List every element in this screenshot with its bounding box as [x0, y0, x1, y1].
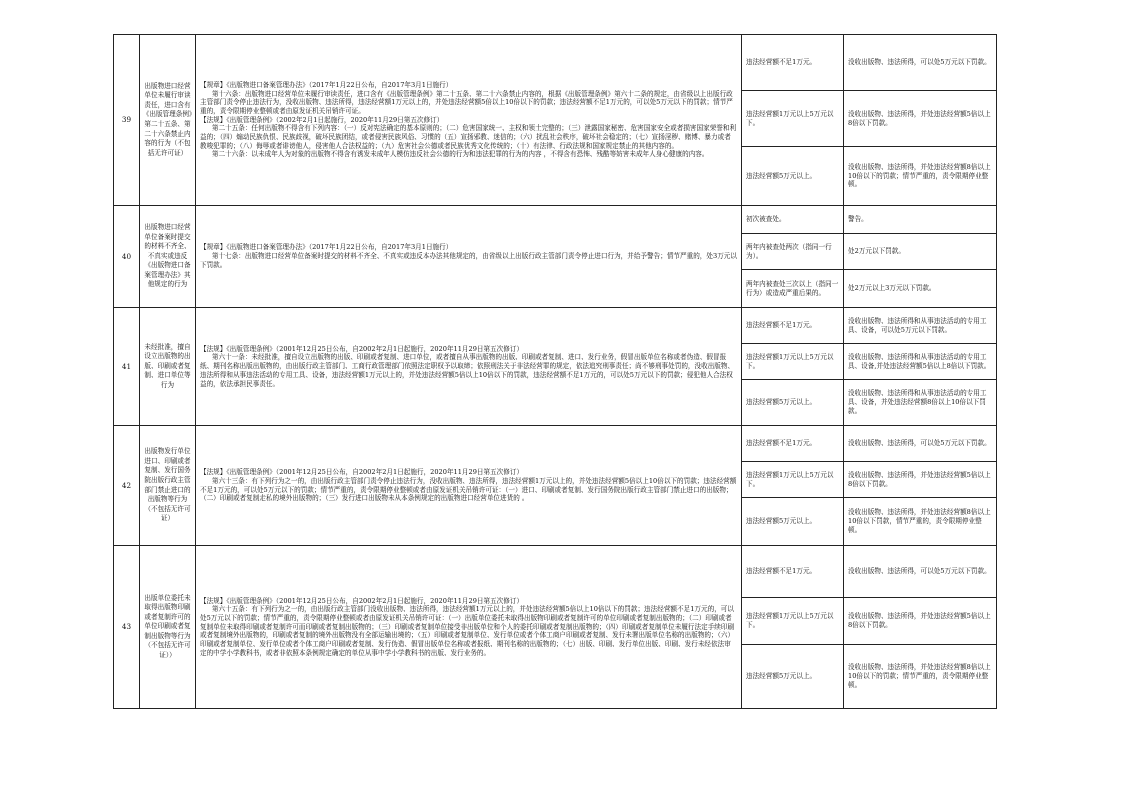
basis-clause: 第十六条：出版物进口经营单位未履行审读责任，进口含有《出版管理条例》第二十五条、第二十六条禁止内容的，根据《出版管理条例》第六十二条的规定，由省级以上出版行政主管部门责令停止违法行为，没收出版物、违法所得，违法经营额1万元以上的，并处违法经营额5倍以上10倍以下的罚款；违法经营额不足1万元的，可以处5万元以下的罚款；情节严重的，责令限期停业整顿或者由原发证机关吊销许可证。: [200, 89, 733, 115]
row-number: 39: [114, 35, 140, 206]
basis-source: 【法规】《出版管理条例》（2001年12月25日公布，自2002年2月1日起施行，2020年11月29日第五次修订）: [200, 468, 524, 477]
basis-clause: 第六十三条：有下列行为之一的，由出版行政主管部门责令停止违法行为，没收出版物、违法所得，违法经营额1万元以上的，并处违法经营额5倍以上10倍以下的罚款；违法经营额不足1万元的，可以处5万元以下的罚款；情节严重的，责令限期停业整顿或者由原发证机关吊销许可证：（一）进口、印刷或者复制、发行国务院出版行政主管部门禁止进口的出版物；（二）印刷或者复制走私的境外出版物的；（三）发行进口出版物未从本条例规定的出版物进口经营单位进货的 。: [200, 476, 737, 503]
violation-circumstance: 违法经营额不足1万元。: [742, 426, 844, 462]
violation-circumstance: 违法经营额5万元以上。: [742, 147, 844, 206]
violation-circumstance: 违法经营额1万元以上5万元以下。: [742, 344, 844, 380]
violation-circumstance: 违法经营额1万元以上5万元以下。: [742, 91, 844, 147]
violation-circumstance: 违法经营额5万元以上。: [742, 380, 844, 426]
legal-basis: [196, 206, 742, 308]
basis-clause: 第二十六条：以未成年人为对象的出版物不得含有诱发未成年人模仿违反社会公德的行为和违法犯罪的行为的内容 ，不得含有恐怖、残酷等妨害未成年人身心健康的内容。: [211, 150, 709, 159]
basis-clause: 第六十五条：有下列行为之一的，由出版行政主管部门没收出版物、违法所得，违法经营额1万元以上的，并处违法经营额5倍以上10倍以下的罚款；违法经营额不足1万元的，可以处5万元以下的罚款；情节严重的，责令限期停业整顿或者由原发证机关吊销许可证：（一）出版单位委托未取得出版物印刷或者复制许可的单位印刷或者复制出版物的；（二）印刷或者复制单位未取得印刷或者复制许可而印刷或者复制出版物的；（三）印刷或者复制单位接受非出版单位和个人的委托印刷或者复制出版物的；（四）印刷或者复制单位未履行法定手续印刷或者复制境外出版物的，印刷或者复制的境外出版物没有全部运输出境的；（五）印刷或者复制单位、发行单位或者个体工商户印刷或者复制、发行未署出版单位名称的出版物的；（六）印刷或者复制单位、发行单位或者个体工商户印刷或者复制、发行伪造、假冒出版单位名称或者报纸、期刊名称的出版物的；（七）出版、印刷、发行单位出版、印刷、发行未经依法审定的中学小学教科书，或者非依照本条例规定确定的单位从事中学小学教科书的出版、发行业务的。: [200, 605, 735, 657]
basis-clause: 第六十一条：未经批准，擅自设立出版物的出版、印刷或者复制、进口单位，或者擅自从事出版物的出版、印刷或者复制、进口、发行业务，假冒出版单位名称或者伪造、假冒报纸、期刊名称出版出版物的，由出版行政主管部门、工商行政管理部门依照法定职权予以取缔；依照刑法关于非法经营罪的规定，依法追究刑事责任；尚不够刑事处罚的，没收出版物、违法所得和从事违法活动的专用工具、设备，违法经营额1万元以上的，并处违法经营额5倍以上10倍以下的罚款，违法经营额不足1万元的，可以处5万元以下的罚款；侵犯他人合法权益的，依法承担民事责任。: [200, 353, 735, 388]
row-number: 42: [114, 426, 140, 546]
penalty-standard: 没收出版物、违法所得，可以处5万元以下罚款。: [844, 35, 997, 91]
regulation-table-page: [113, 34, 996, 709]
table-row: [114, 206, 997, 234]
violation-name: 出版物进口经营单位备案时提交的材料不齐全、不真实或违反《出版物进口备案管理办法》其他规定的行为: [140, 206, 196, 308]
legal-basis: [196, 35, 742, 206]
row-number: 43: [114, 546, 140, 709]
violation-circumstance: 违法经营额不足1万元。: [742, 308, 844, 344]
violation-circumstance: 违法经营额1万元以上5万元以下。: [742, 462, 844, 498]
violation-name: 出版单位委托未取得出版物印刷或者复制许可的单位印刷或者复制出版物等行为（不包括无许可证））: [140, 546, 196, 709]
violation-circumstance: 两年内被查处三次以上（指同一行为）或造成严重后果的。: [742, 270, 844, 308]
basis-source: 【规章】《出版物进口备案管理办法》（2017年1月22日公布，自2017年3月1日施行）: [200, 80, 453, 89]
violation-name: 出版物进口经营单位未履行审读责任，进口含有《出版管理条例》第二十五条、第二十六条禁止内容的行为（不包括无许可证）: [140, 35, 196, 206]
penalty-standard: 没收出版物、违法所得，并处违法经营额5倍以上8倍以下罚款。: [844, 598, 997, 645]
violation-circumstance: 违法经营额不足1万元。: [742, 35, 844, 91]
violation-name: 未经批准，擅自设立出版物的出版、印刷或者复制、进口单位等行为: [140, 308, 196, 426]
penalty-standard: 没收出版物、违法所得，并处违法经营额5倍以上8倍以下罚款。: [844, 462, 997, 498]
penalty-standards-table: [113, 34, 997, 709]
penalty-standard: 处2万元以下罚款。: [844, 234, 997, 270]
row-number: 41: [114, 308, 140, 426]
penalty-standard: 没收出版物、违法所得，并处违法经营额8倍以上10倍以下的罚款；情节严重的，责令限期停业整顿。: [844, 147, 997, 206]
penalty-standard: 没收出版物、违法所得，并处违法经营额5倍以上8倍以下罚款。: [844, 91, 997, 147]
violation-circumstance: 两年内被查处两次（指同一行为）。: [742, 234, 844, 270]
penalty-standard: 没收出版物、违法所得和从事违法活动的专用工具、设备，并处违法经营额8倍以上10倍以下罚款。: [844, 380, 997, 426]
basis-source: 【法规】《出版管理条例》（2001年12月25日公布，自2002年2月1日起施行，2020年11月29日第五次修订）: [200, 596, 524, 605]
violation-circumstance: 初次被查处。: [742, 206, 844, 234]
penalty-standard: 没收出版物、违法所得，并处违法经营额8倍以上10倍以下的罚款；情节严重的，责令限期停业整顿。: [844, 645, 997, 709]
penalty-standard: 没收出版物、违法所得，可以处5万元以下罚款。: [844, 546, 997, 598]
penalty-standard: 处2万元以上3万元以下罚款。: [844, 270, 997, 308]
table-row: [114, 35, 997, 91]
basis-source: 【法规】《出版管理条例》（2001年12月25日公布，自2002年2月1日起施行，2020年11月29日第五次修订）: [200, 344, 524, 353]
violation-circumstance: 违法经营额不足1万元。: [742, 546, 844, 598]
row-number: 40: [114, 206, 140, 308]
penalty-standard: 警告。: [844, 206, 997, 234]
basis-clause: 第十七条：出版物进口经营单位备案时提交的材料不齐全、不真实或违反本办法其他规定的，由省级以上出版行政主管部门责令停止进口行为，并给予警告；情节严重的，处3万元以下罚款。: [200, 252, 737, 269]
penalty-standard: 没收出版物、违法所得，并处违法经营额8倍以上10倍以下罚款，情节严重的，责令限期停业整顿。: [844, 498, 997, 546]
legal-basis: [196, 308, 742, 426]
legal-basis: [196, 426, 742, 546]
violation-name: 出版物发行单位进口、印刷或者复制、发行国务院出版行政主管部门禁止进口的出版物等行为（不包括无许可证）: [140, 426, 196, 546]
basis-clause: 第二十五条：任何出版物不得含有下列内容：（一）反对宪法确定的基本原则的；（二）危害国家统一、主权和领土完整的；（三）泄露国家秘密、危害国家安全或者损害国家荣誉和利益的；（四）煽动民族仇恨、民族歧视，破坏民族团结，或者侵害民族风俗、习惯的（五）宣扬邪教、迷信的；（六）扰乱社会秩序，破坏社会稳定的；（七）宣扬淫秽、赌博、暴力或者教唆犯罪的；（八）侮辱或者诽谤他人，侵害他人合法权益的；（九）危害社会公德或者民族优秀文化传统的；（十）有法律、行政法规和国家规定禁止的其他内容的。: [200, 124, 737, 150]
penalty-standard: 没收出版物、违法所得和从事违法活动的专用工具、设备,并处违法经营额5倍以上8倍以下罚款。: [844, 344, 997, 380]
legal-basis: [196, 546, 742, 709]
table-row: [114, 426, 997, 462]
table-row: [114, 308, 997, 344]
violation-circumstance: 违法经营额5万元以上。: [742, 498, 844, 546]
violation-circumstance: 违法经营额1万元以上5万元以下。: [742, 598, 844, 645]
basis-source: 【法规】《出版管理条例》（2002年2月1日起施行，2020年11月29日第五次修订）: [200, 115, 444, 124]
penalty-standard: 没收出版物、违法所得和从事违法活动的专用工具、设备，可以处5万元以下罚款。: [844, 308, 997, 344]
violation-circumstance: 违法经营额5万元以上。: [742, 645, 844, 709]
penalty-standard: 没收出版物、违法所得，可以处5万元以下罚款。: [844, 426, 997, 462]
table-row: [114, 546, 997, 598]
basis-source: 【规章】《出版物进口备案管理办法》（2017年1月22日公布，自2017年3月1日施行）: [200, 243, 453, 252]
